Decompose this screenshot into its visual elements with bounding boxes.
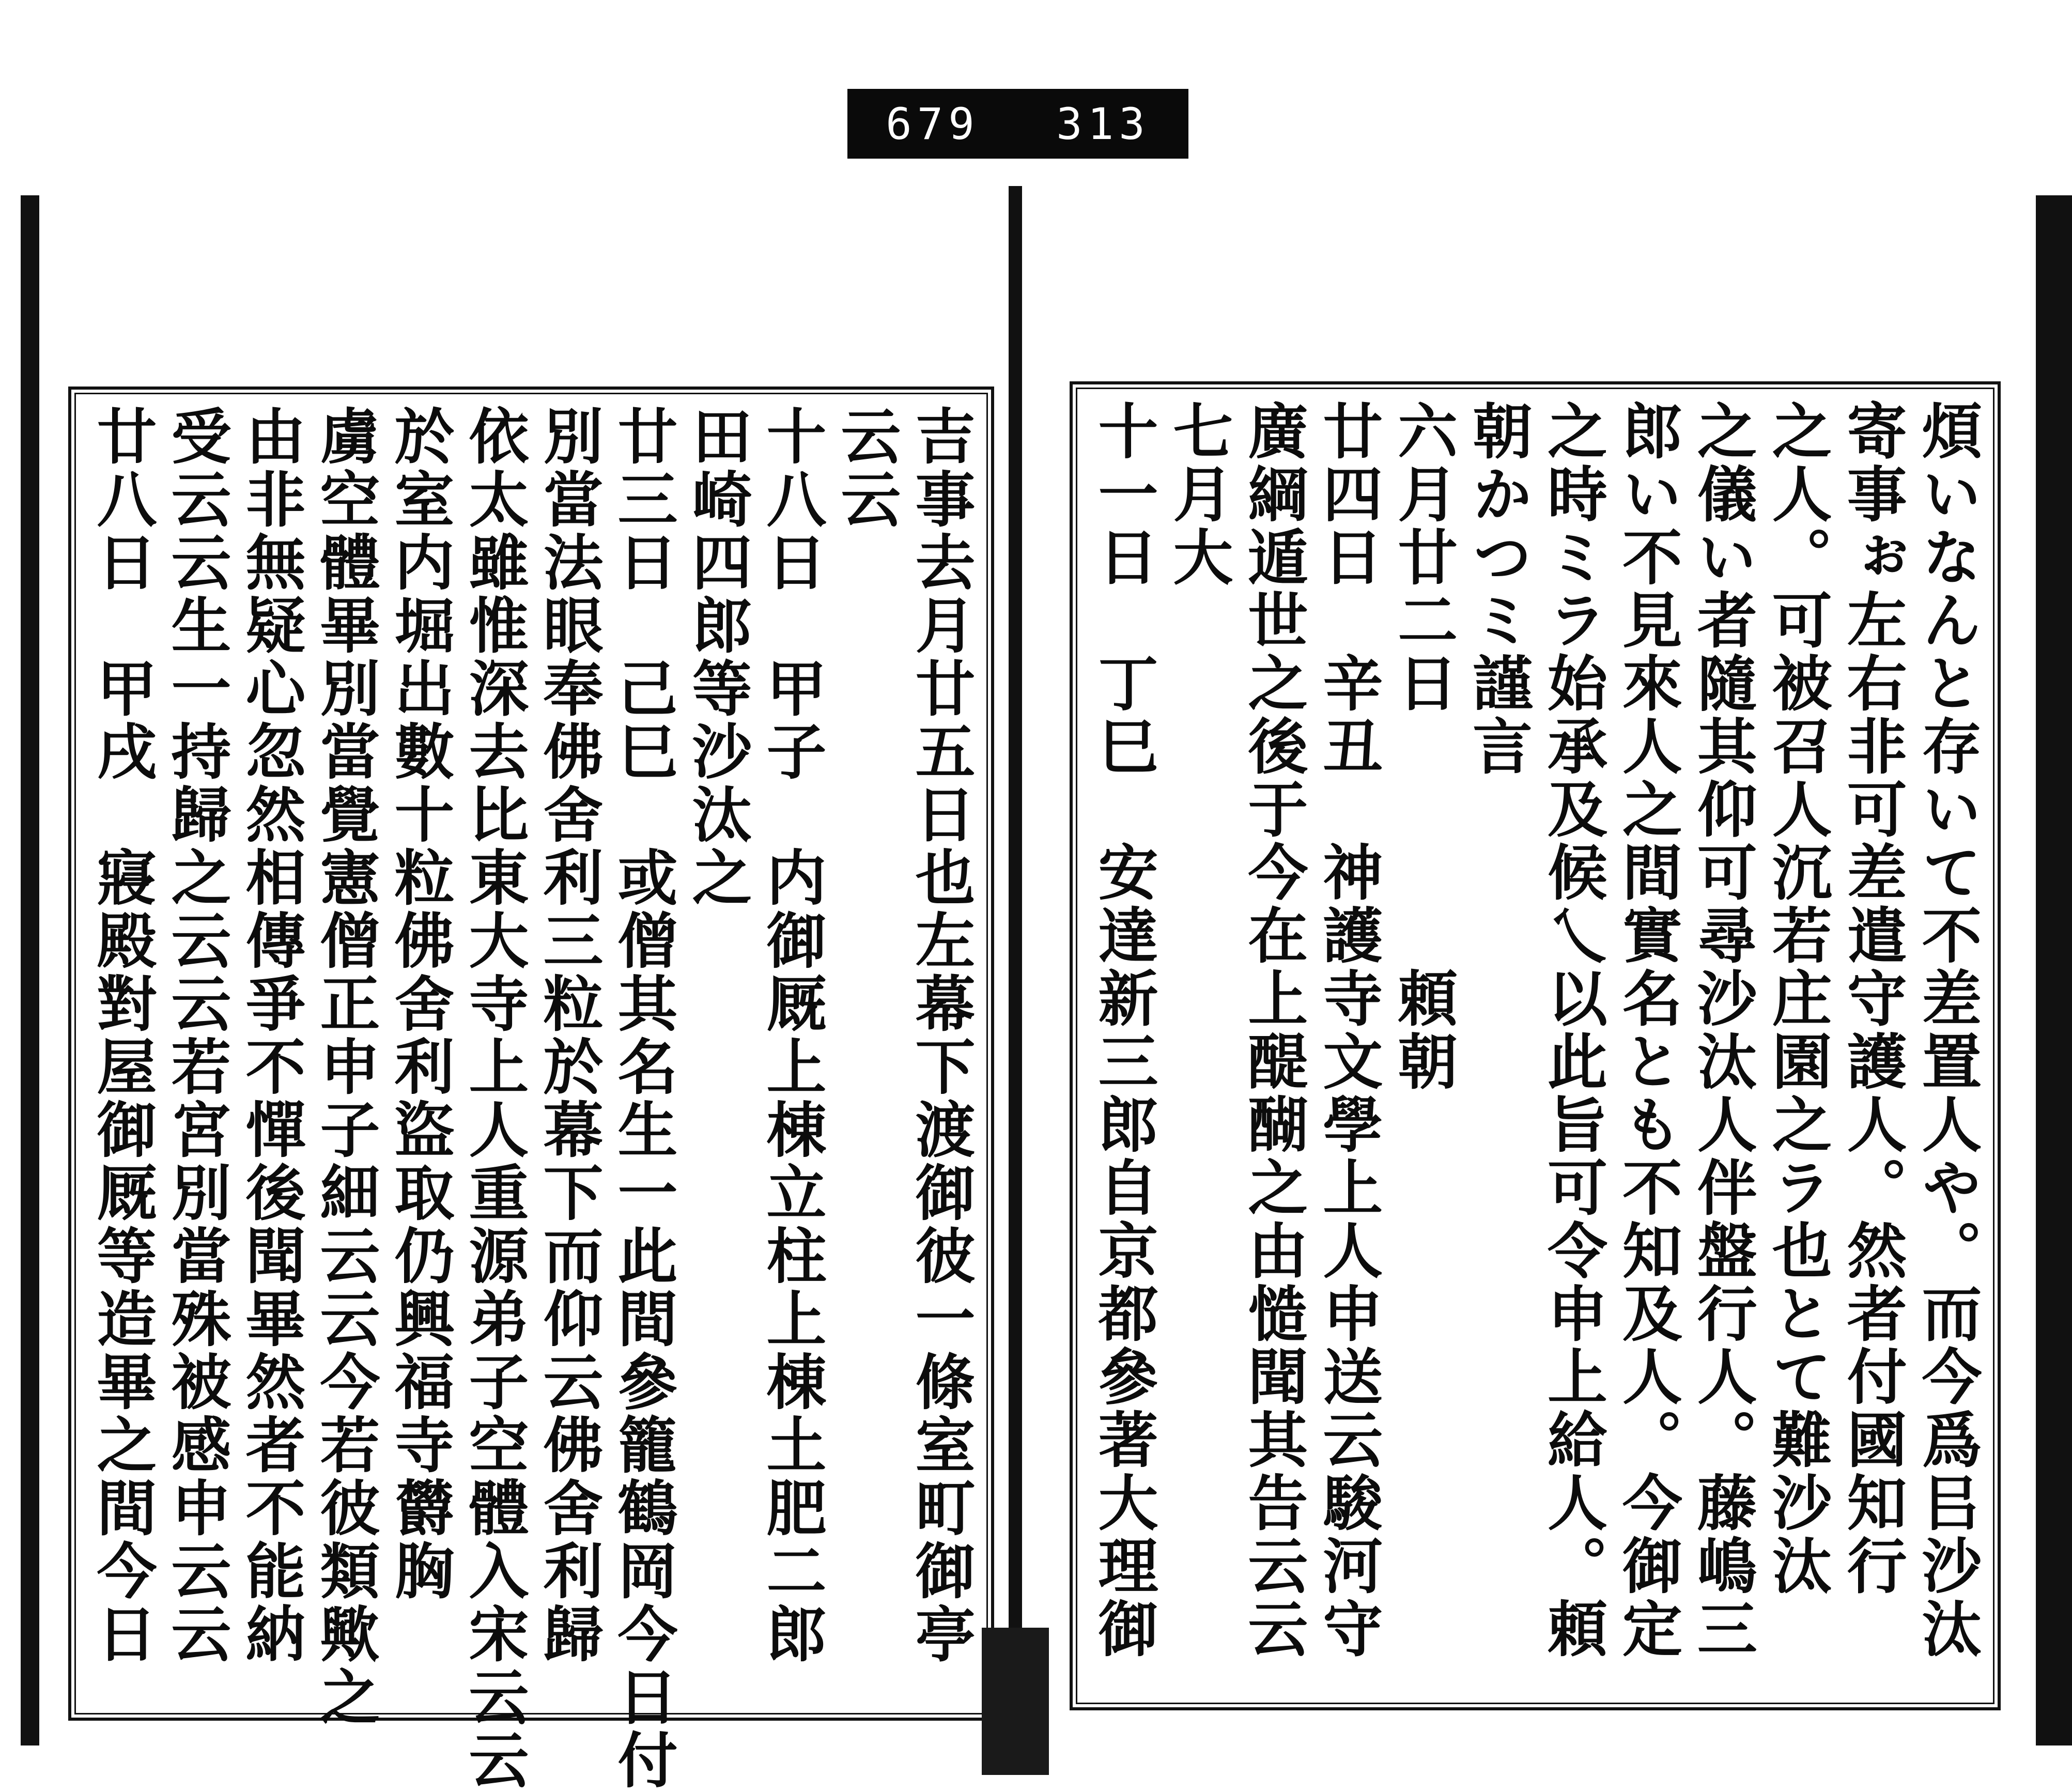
text-column: 云云 — [831, 405, 901, 531]
left-page-frame — [68, 387, 994, 1792]
text-column: 受云云生一持歸之云云若宮別當殊被感申云云 — [161, 405, 231, 1666]
text-column: 十一日 丁巳 安達新三郎自京都參著大理御 — [1088, 400, 1158, 1661]
text-column: 廣綱遁世之後于今在上醍醐之由慥聞其告云云 — [1238, 400, 1308, 1661]
text-column: 煩いなんと存いて不差置人や。而今爲㠯沙汰 — [1911, 400, 1982, 1661]
text-column: 虜空體畢別當覺憲僧正申子細云云今若彼類歟之 — [310, 405, 380, 1729]
right-page — [1023, 195, 2072, 1745]
left-page — [21, 195, 1031, 1792]
text-column: 廿四日 辛丑 神護寺文學上人申送云駿河守 — [1312, 400, 1383, 1661]
right-page-text — [1088, 400, 1982, 1692]
text-column: 吉事去月廿五日也左幕下渡御彼一條室町御亭 — [905, 405, 976, 1666]
text-column: 依太雖惟深去比東大寺上人重源弟子空體入宋云云 — [459, 405, 529, 1792]
archive-number-left: 679 — [886, 98, 980, 149]
text-column: 由非無疑心忽然相傳爭不憚後聞畢然者不能納 — [236, 405, 306, 1666]
text-column: 田崎四郎等沙汰之 — [682, 405, 752, 909]
text-column: 之儀い者隨其仰可尋沙汰人伴盤行人。藤嶋三 — [1687, 400, 1758, 1661]
right-page-frame — [1070, 381, 2001, 1710]
text-column: 於室内堀出數十粒佛舍利盜取仍興福寺欝胸 — [384, 405, 455, 1603]
left-page-text — [87, 405, 976, 1792]
archive-number-right: 313 — [1056, 98, 1150, 149]
text-column: 別當法眼奉佛舍利三粒於幕下而仰云佛舍利歸 — [533, 405, 604, 1666]
text-column: 郎い不見來人之間實名とも不知及人。今御定 — [1612, 400, 1683, 1661]
text-column: 朝かつミ謹言 — [1462, 400, 1533, 778]
book-spine — [1009, 186, 1022, 1775]
text-column: 之時ミラ始承及候乀以此旨可令申上給人。頼 — [1537, 400, 1608, 1661]
text-column: 十八日 甲子 内御厩上棟立柱上棟土肥二郎 — [756, 405, 827, 1666]
spine-shadow — [982, 1628, 1049, 1775]
archive-number-label — [847, 89, 1188, 159]
text-column: 寄事ぉ左右非可差遣守護人。然者付國知行 — [1837, 400, 1908, 1598]
text-column: 廿三日 己巳 或僧其名生一此間參籠鶴岡今日付 — [608, 405, 678, 1792]
text-column: 七月大 — [1163, 400, 1233, 589]
text-column: 之人。可被召人沉若庄園之ラ也とて難沙汰 — [1762, 400, 1833, 1598]
text-column: 六月廿二日 頼朝 — [1387, 400, 1458, 1093]
text-column: 廿八日 甲戌 寢殿對屋御厩等造畢之間今日 — [87, 405, 157, 1666]
